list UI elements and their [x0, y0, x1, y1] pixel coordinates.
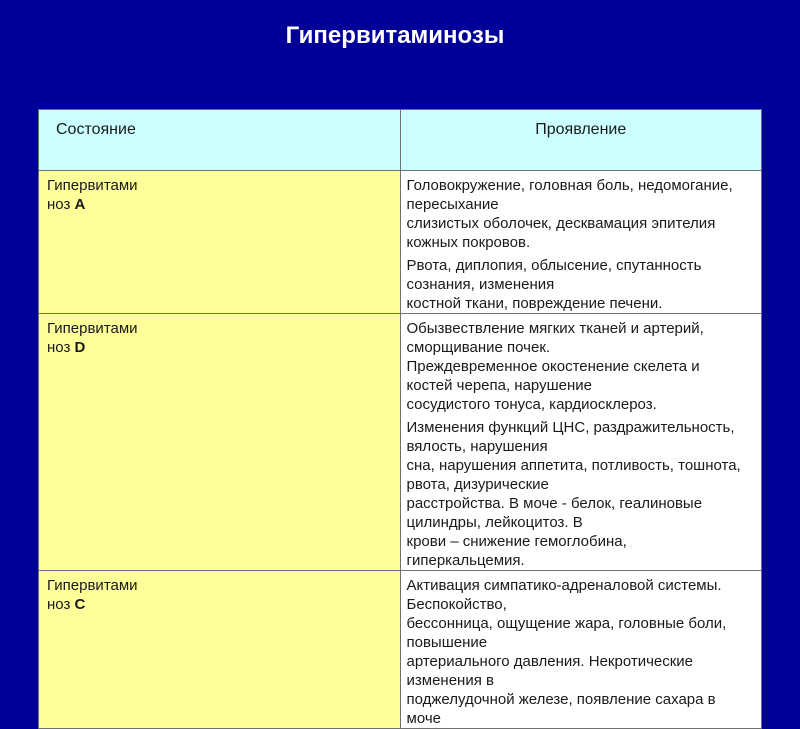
- state-cell: [39, 571, 401, 729]
- manifestation-paragraph: Рвота, диплопия, облысение, спутанность сознания, изменения костной ткани, повреждение печени.: [406, 257, 702, 312]
- header-state-label: Состояние: [56, 121, 136, 138]
- state-label: Гипервитами ноз А: [47, 177, 138, 213]
- state-cell: [39, 171, 401, 314]
- manifestation-paragraph: Изменения функций ЦНС, раздражительность, вялость, нарушения сна, нарушения аппетита, потливость, тошнота, рвота, дизурические расстройства. В моче - белок, геалиновые цилиндры, лейкоцитоз. В крови – снижение гемоглобина, гиперкальцемия.: [406, 419, 741, 569]
- page-title: Гипервитаминозы: [285, 22, 505, 49]
- manifestation-cell: [400, 571, 762, 729]
- manifestation-cell: [400, 171, 762, 314]
- table-row: [39, 314, 762, 571]
- manifestation-cell: [400, 314, 762, 571]
- manifestation-paragraph: Обызвествление мягких тканей и артерий, сморщивание почек. Преждевременное окостенение скелета и костей черепа, нарушение сосудистого тонуса, кардиосклероз.: [406, 320, 704, 413]
- header-cell-state: [39, 110, 401, 171]
- header-cell-manifestation: [400, 110, 762, 171]
- manifestation-paragraph: Активация симпатико-адреналовой системы. Беспокойство, бессонница, ощущение жара, головные боли, повышение артериального давления. Некротические изменения в поджелудочной железе, появление сахара в моче: [406, 577, 727, 727]
- manifestation-paragraph: Головокружение, головная боль, недомогание, пересыхание слизистых оболочек, десквамация эпителия кожных покровов.: [406, 177, 733, 251]
- table-row: [39, 171, 762, 314]
- table-header-row: [39, 110, 762, 171]
- state-cell: [39, 314, 401, 571]
- state-label: Гипервитами ноз D: [47, 320, 138, 356]
- header-manifestation-label: Проявление: [535, 121, 627, 138]
- hypervitaminosis-table: [38, 109, 762, 729]
- table-row: [39, 571, 762, 729]
- state-label: Гипервитами ноз С: [47, 577, 138, 613]
